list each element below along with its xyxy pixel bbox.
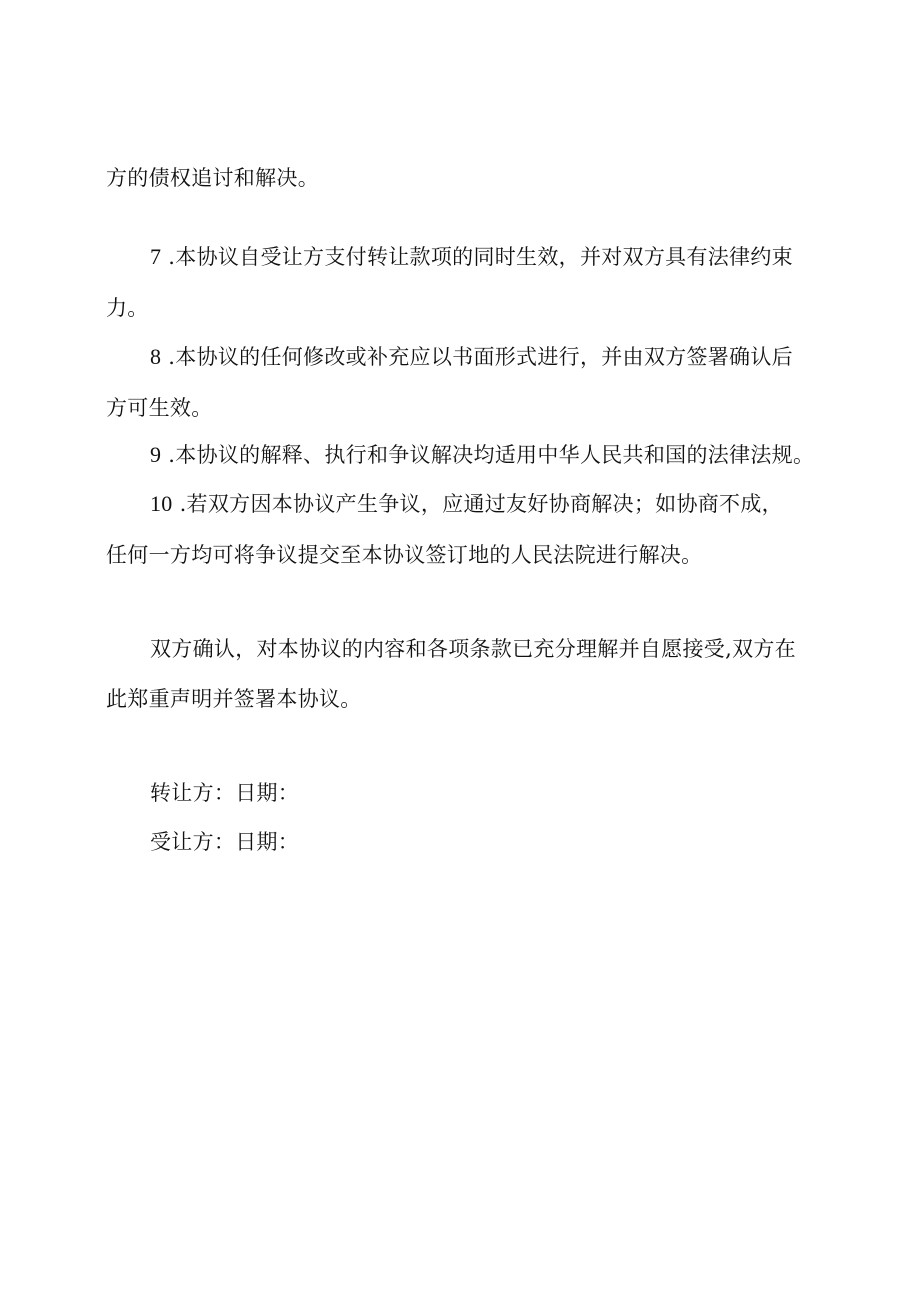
clause-10-line-1 — [150, 489, 783, 519]
clause-9-text: .本协议的解释、执行和争议解决均适用中华人民共和国的法律法规。 — [161, 443, 815, 467]
clause-8-line-1 — [150, 342, 793, 372]
clause-10-text: .若双方因本协议产生争议，应通过友好协商解决；如协商不成， — [172, 492, 783, 516]
clause-9-number: 9 — [150, 442, 162, 467]
clause-8-line-2: 方可生效。 — [106, 396, 213, 420]
transferee-signature-line: 受让方：日期： — [150, 830, 300, 854]
clause-7-text: .本协议自受让方支付转让款项的同时生效，并对双方具有法律约束 — [161, 245, 793, 269]
clause-8-text: .本协议的任何修改或补充应以书面形式进行，并由双方签署确认后 — [161, 345, 793, 369]
clause-7-line-1 — [150, 242, 793, 272]
clause-10-line-2: 任何一方均可将争议提交至本协议签订地的人民法院进行解决。 — [106, 543, 703, 567]
clause-10-number: 10 — [150, 491, 173, 516]
continuation-text: 方的债权追讨和解决。 — [106, 166, 319, 190]
transferor-signature-line: 转让方：日期： — [150, 781, 300, 805]
clause-7-line-2: 力。 — [106, 296, 149, 320]
clause-7-number: 7 — [150, 244, 162, 269]
clause-8-number: 8 — [150, 344, 162, 369]
confirmation-line-1: 双方确认，对本协议的内容和各项条款已充分理解并自愿接受,双方在 — [150, 637, 796, 661]
clause-9-line-1 — [150, 440, 814, 470]
confirmation-line-2: 此郑重声明并签署本协议。 — [106, 687, 362, 711]
